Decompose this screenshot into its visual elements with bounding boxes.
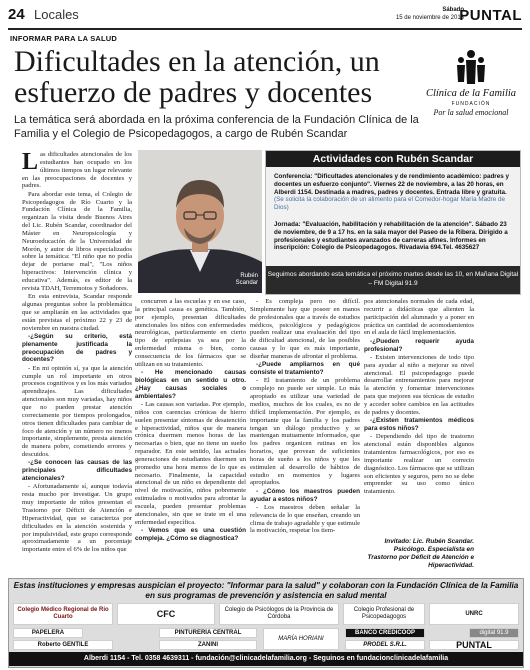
sponsor-logo-puntal: PUNTAL (429, 640, 519, 650)
article-paragraph (250, 298, 360, 361)
article-column-4 (364, 298, 474, 497)
headline: Dificultades en la atención, un esfuerzo de padres y docentes (14, 45, 380, 109)
sponsor-logo-colegio-medico: Colegio Médico Regional de Río Cuarto (13, 603, 113, 625)
interview-question (135, 527, 246, 543)
paragraph-text: -¿Pueden requerir ayuda profesional? (364, 337, 474, 353)
activity-conference (274, 173, 512, 212)
article-paragraph (364, 433, 474, 496)
sponsor-logo-unrc: UNRC (429, 603, 519, 625)
paragraph-text: - Las causas son variadas. Por ejemplo, niños con carencias crónicas de hierro suelen presentar síntomas de desatención e hiperactividad, niños que de manera crónica duermen menos horas de las necesarias o bien, que no tiene un sueño reparador. En este sentido, las actuales generaciones de estudiantes duermen un promedio una hora menos de lo que es necesario. Finalmente, la capacidad atencional de un niño es dependiente del nivel de motivación, niños pobremente estimulados o motivados para afrontar la escuela, pueden presentar problemas atencionales, sin que se trate en el una enfermedad específica. (135, 400, 246, 526)
activity-conference-note: (Se solicita la colaboración de un alimento para el Comedor-hogar María Madre de Dios) (274, 196, 506, 212)
paragraph-text: - Dependiendo del tipo de trastorno atencional están disponibles algunos tratamientos farmacológicos, por eso es importante realizar un correcto diagnóstico. Los fármacos que se utilizan son eficientes y seguros, pero no se debe emprender su uso como único tratamiento. (364, 433, 474, 496)
newspaper-name: PUNTAL (459, 7, 522, 24)
header-date: 15 de noviembre de 2013 (395, 15, 464, 21)
article-paragraph (22, 483, 132, 554)
paragraph-text: Para abordar este tema, el Colegio de Psicopedagogos de Río Cuarto y la Fundación Clínica de la Familia, organizan la visita desde Buenos Aires del Lic. Rubén Scandar, coordinador del Máster en Neuropsicología y Neuroeducación de la Universidad de Morón, y autor de libros especializados sobre la temática: "El niño que no podía dejar de portarse mal", "Los niños hiperactivos: Intervención clínica y educativa". Además, es editor de la revista TDAH, Terremotos y Soñadores. (22, 190, 132, 292)
article-paragraph (22, 151, 132, 190)
paragraph-text: - He mencionado causas biológicas en un sentido u otro. ¿Hay causas sociales o ambientales? (135, 369, 246, 400)
activities-box (265, 150, 521, 295)
paragraph-text: - ¿Cómo los maestros pueden ayudar a estos niños? (250, 487, 360, 503)
activity-conference-text: Conferencia: "Dificultades atencionales y de rendimiento académico: padres y docentes un esfuerzo conjunto". Viernes 22 de noviembre, a las 20 horas, en Alberdi 1154. Destinada a madres, padres y docentes. Entrada libre y gratuita. (274, 173, 509, 196)
family-logo-icon (453, 48, 489, 86)
article-paragraph (364, 298, 474, 337)
sponsor-logo-prodel: PRODEL S.R.L. (345, 640, 425, 650)
page-number: 24 (8, 6, 25, 23)
article-paragraph (364, 354, 474, 417)
paragraph-text: -¿Existen tratamientos médicos para estos niños? (364, 417, 474, 432)
paragraph-text: pos atencionales normales de cada edad, recurrir a didácticas que alienten la participación del alumnado y a poner en práctica un cantidad de acomodamientos en el aula de fácil implementación. (364, 298, 474, 337)
drop-cap: L (22, 149, 39, 175)
article-paragraph (250, 377, 360, 487)
interview-question (22, 459, 132, 483)
paragraph-text: - En mi opinión sí, ya que la atención cumple un rol importante en otros procesos cognitivos y es los más variados aprendizajes. Las dificultades atencionales son muy variadas, hay niños que no pueden prestar atención correctamente por tiempos prolongados, otros tienen dificultades para cambiar de foco de atención y un número no menos importante, simplemente, presta atención de manera pobre, cometiendo errores y descuidos. (22, 364, 132, 459)
paragraph-text: concurren a las escuelas y en ese caso, la principal causa es genética. También, por ejemplo, presentan dificultades atencionales los niños con enfermedades neurológicas, particularmente en cierto tipo de epilepsias ya sea por la enfermedad misma o bien, como consecuencia de los fármacos que se utilizan en su tratamiento. (135, 298, 246, 368)
article-paragraph (22, 293, 132, 332)
contact-footer: Alberdi 1154 - Tel. 0358 4639311 - fundación@clinicadelafamilia.org - Seguinos en fundacionclinicadelafamilia (9, 652, 523, 666)
logo-name: Clínica de la Familia (425, 88, 517, 99)
sponsor-logo-pintureria: PINTURERÍA CENTRAL (159, 628, 257, 638)
article-paragraph (22, 191, 132, 293)
article-column-3 (250, 298, 360, 536)
interview-question (364, 417, 474, 433)
sponsors-title: Estas instituciones y empresas auspician el proyecto: "Informar para la salud" y colaboran con la Fundación Clínica de la Familia en sus programas de prevención y asistencia en salud mental (13, 581, 519, 600)
section-name: Locales (34, 7, 79, 22)
paragraph-text: - El tratamiento de un problema complejo no puede ser simple. Lo más apropiado es utilizar una variedad de medios, muchos de los cuales, es no de difícil implementación. Por ejemplo, es importante que la familia y los padres tengan un diálogo productivo y se mantengan mutuamente informados, que los padres organicen rutinas en los horarios, que provean de suficientes horas de sueño a los niños y que les estimulen al desarrollo de hábitos de estudio en momentos y lugares apropiados. (250, 377, 360, 487)
activities-title: Actividades con Rubén Scandar (266, 151, 520, 167)
page-header (8, 6, 522, 30)
interview-question (250, 488, 360, 504)
activity-workshop: Jornada: "Evaluación, habilitación y rehabilitación de la atención". Sábado 23 de noviembre, de 9 a 17 hs. en la sala mayor del Paseo de la Ribera. Dirigido a profesionales y estudiantes avanzados de carreras afines. Informes en inscripción: Colegio de Psicopedagogos. Rivadavia 694.Tel. 4635627 (274, 221, 508, 252)
interview-question (135, 369, 246, 400)
paragraph-text: - Afortunadamente sí, aunque todavía resta mucho por investigar. Un grupo muy importante de niños presentan el Trastorno por Déficit de Atención e Hiperactividad, que se caracteriza por dificultades en la atención sostenida y por impulsividad, este grupo corresponde aproximadamente a un porcentaje importante entre el 6% de los niños que (22, 483, 132, 554)
author-signoff: Invitado: Lic. Rubén Scandar. Psicólogo. Especialista en Trastorno por Déficit de Atención e Hiperactividad. (367, 538, 474, 569)
portrait-photo (138, 150, 262, 293)
sponsor-logo-papelera: PAPELERA (13, 628, 83, 638)
kicker: INFORMAR PARA LA SALUD (10, 34, 118, 43)
article-column-1 (22, 151, 132, 555)
interview-question (22, 333, 132, 364)
article-paragraph (22, 365, 132, 459)
sponsor-logo-cfc: CFC (117, 603, 215, 625)
sponsor-logo-digital: digital 91.9 (469, 628, 519, 638)
article-paragraph (135, 298, 246, 369)
paragraph-text: - Existen intervenciones de todo tipo para ayudar al niño a mejorar su nivel atencional. El psicopedagogo puede desarrollar entrenamientos para mejorar la atención y fomentar intervenciones para que mejoren sus técnicas de estudio y acceder sobre cambios en las actitudes de padres y docentes. (364, 353, 474, 416)
sponsor-logo-colegio-psicologos: Colegio de Psicólogos de la Provincia de Córdoba (219, 603, 339, 625)
sponsor-logo-psicopedagogos: Colegio Profesional de Psicopedagogos (343, 603, 425, 625)
radio-notice: Seguimos abordando esta temática el próximo martes desde las 10, en Mañana Digital – FM Digital 91.9 (266, 266, 520, 294)
sponsor-logo-zanini: ZANINI (159, 640, 257, 650)
interview-question (250, 361, 360, 377)
portrait-image (138, 150, 262, 293)
article-paragraph (250, 504, 360, 535)
logo-subtitle: FUNDACIÓN (451, 101, 491, 107)
article-paragraph (135, 401, 246, 527)
article-column-2 (135, 298, 246, 543)
sponsor-logo-maria-horiani: MARÍA HORIANI (263, 628, 339, 650)
paragraph-text: -¿Se conocen las causas de las principales dificultades atencionales? (22, 459, 132, 483)
sponsor-logo-gentile: Roberto GENTILE (13, 640, 113, 650)
paragraph-text: -¿Puede ampliarnos en qué consiste el tratamiento? (250, 361, 360, 377)
logo-tagline: Por la salud emocional (433, 108, 509, 117)
header-day: Sábado (442, 7, 464, 13)
paragraph-text: as dificultades atencionales de los estudiantes han ocupado en los últimos tiempos un lugar relevante en las preocupaciones de docentes y padres. (22, 151, 132, 190)
sponsor-logo-credicoop: BANCO CREDICOOP (345, 628, 425, 638)
paragraph-text: -¿Según su criterio, está plenamente justificada la preocupación de padres y docentes? (22, 332, 132, 364)
interview-question (364, 338, 474, 354)
foundation-logo (420, 48, 522, 124)
subheadline: La temática será abordada en la próxima conferencia de la Fundación Clínica de la Familia y el Colegio de Psicopedagogos, a cargo de Rubén Scandar (14, 114, 419, 140)
paragraph-text: - Es compleja pero no difícil. Simplemente hay que poseer en manos de profesionales que a través de estudios médicos, psicológicos y pedagógicos pueden realizar una evaluación del tipo de dificultad atencional, de las posibles causas y lo que es más importante, diseñar maneras de afrontar el problema. (250, 298, 360, 360)
sponsors-block (8, 578, 524, 668)
paragraph-text: En esta entrevista, Scandar responde algunas preguntas sobre la problemática que se ampliarán en las actividades que están previstas el próximo 22 y 23 de noviembre en nuestra ciudad. (22, 293, 132, 332)
photo-caption: Rubén Scandar (235, 273, 258, 286)
paragraph-text: - Los maestros deben señalar la relevancia de lo que enseñan, creando un clima de trabajo agradable y que estimule la motivación, respetar los tiem- (250, 503, 360, 535)
paragraph-text: - Vemos que es una cuestión compleja. ¿Cómo se diagnostica? (135, 526, 246, 542)
